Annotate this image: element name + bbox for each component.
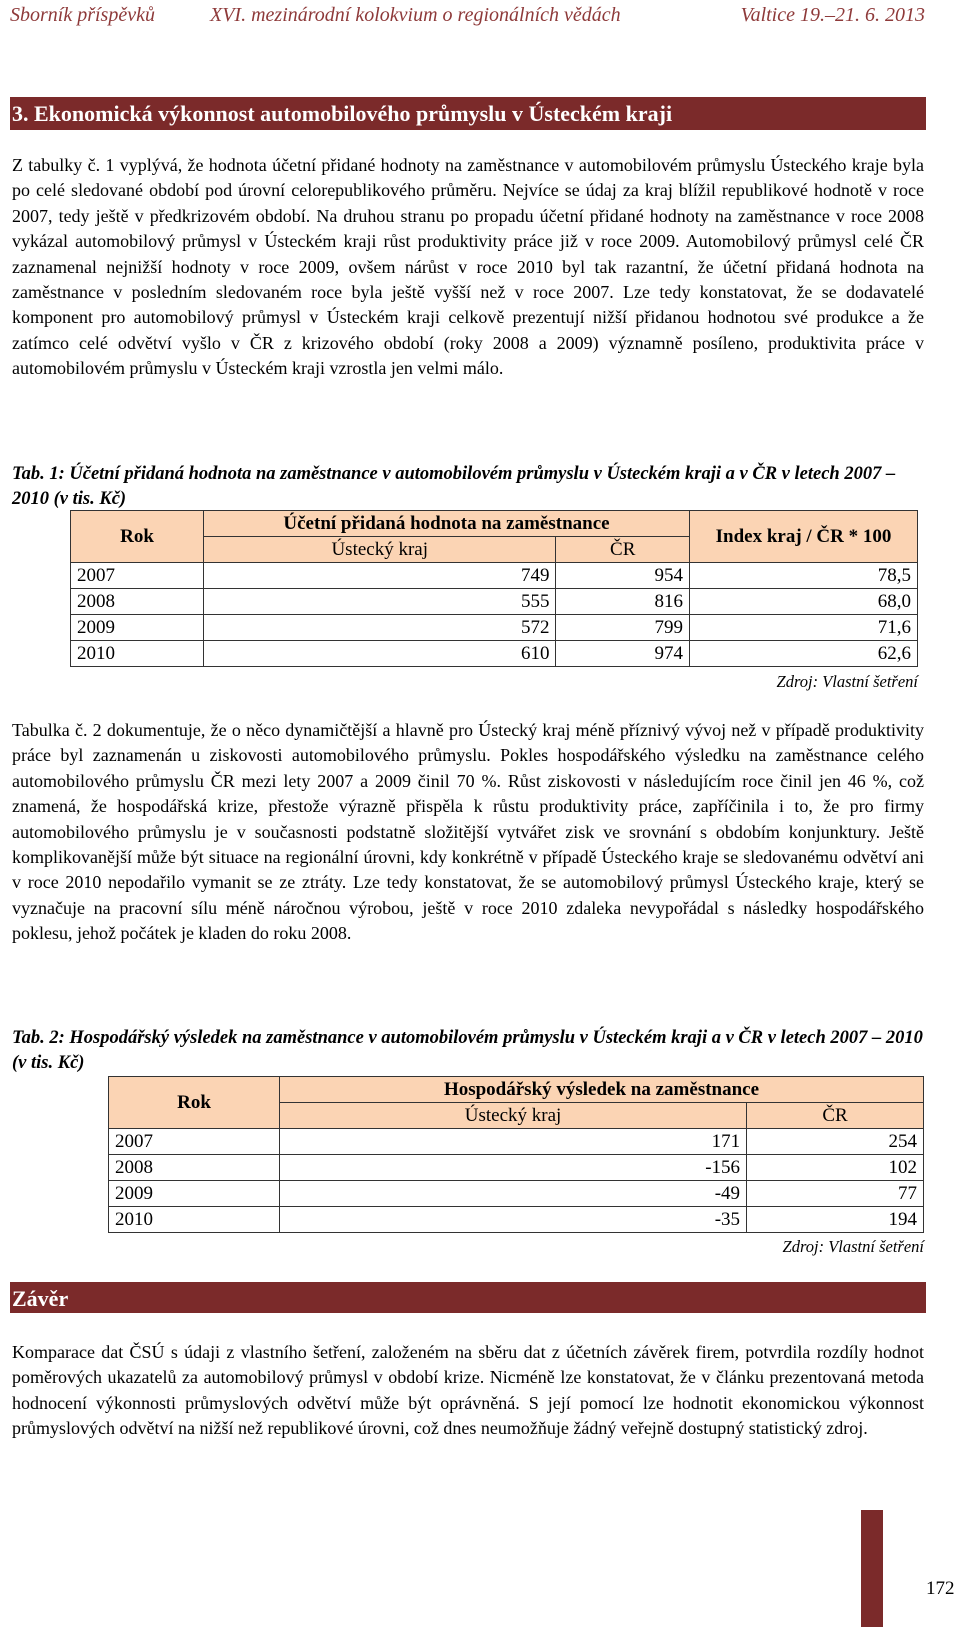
- cell-year: 2007: [109, 1129, 280, 1155]
- cell-cr: 799: [556, 615, 690, 641]
- cell-region: 610: [204, 641, 556, 667]
- col-header-cr: ČR: [556, 537, 690, 563]
- col-header-year: Rok: [109, 1077, 280, 1129]
- col-header-region: Ústecký kraj: [280, 1103, 747, 1129]
- cell-year: 2009: [71, 615, 204, 641]
- table-caption: Tab. 1: Účetní přidaná hodnota na zaměstnance v automobilovém průmyslu v Ústeckém kraji a v ČR v letech 2007 – 2010 (v tis. Kč): [12, 464, 896, 509]
- col-header-year: Rok: [71, 511, 204, 563]
- table-source-note: Zdroj: Vlastní šetření: [776, 672, 918, 691]
- table-row: [71, 589, 918, 615]
- table-row: [109, 1155, 924, 1181]
- cell-cr: 954: [556, 563, 690, 589]
- table-row: [109, 1207, 924, 1233]
- body-paragraph: Komparace dat ČSÚ s údaji z vlastního šetření, založeném na sběru dat z účetních závěrek firem, potvrdila rozdíly hodnot poměrových ukazatelů za automobilový průmysl v období krize. Nicméně lze konstatovat, že v článku prezentovaná metoda hodnocení výkonnosti průmyslových odvětví může být oprávněná. S její pomocí lze hodnotit ekonomickou výkonnost průmyslových odvětví na nižší než republikové úrovni, což dnes neumožňuje žádný veřejně dostupný statistický zdroj.: [12, 1342, 924, 1439]
- body-paragraph: Tabulka č. 2 dokumentuje, že o něco dynamičtější a hlavně pro Ústecký kraj méně příznivý vývoj než v případě produktivity práce byl zaznamenán u ziskovosti automobilového průmyslu. Pokles hospodářského výsledku na zaměstnance celého automobilového průmyslu ČR mezi lety 2007 a 2009 činil 70 %. Růst ziskovosti v následujícím roce činil jen 46 %, což znamená, že hospodářská krize, přestože výrazně přispěla k růstu produktivity práce, zapříčinila i to, že pro firmy automobilového průmyslu je v současnosti podstatně složitější vytvářet zisk ve srovnání s obdobím konjunktury. Ještě komplikovanější může být situace na regionální úrovni, kdy konkrétně v případě Ústeckého kraje se sledovanému odvětví ani v roce 2010 nepodařilo vymanit se ze ztráty. Lze tedy konstatovat, že se automobilový průmysl Ústeckého kraje, který se vyznačuje na pracovní sílu méně náročnou výrobou, ještě v roce 2010 zdaleka nevypořádal s následky hospodářského poklesu, jehož počátek je kladen do roku 2008.: [12, 720, 924, 944]
- running-header: [10, 4, 925, 30]
- cell-index: 71,6: [690, 615, 918, 641]
- conclusion-heading: Závěr: [10, 1282, 926, 1313]
- cell-cr: 254: [747, 1129, 924, 1155]
- cell-region: 749: [204, 563, 556, 589]
- cell-region: 572: [204, 615, 556, 641]
- header-center: XVI. mezinárodní kolokvium o regionálních vědách: [210, 4, 621, 26]
- cell-cr: 194: [747, 1207, 924, 1233]
- cell-index: 78,5: [690, 563, 918, 589]
- cell-index: 62,6: [690, 641, 918, 667]
- cell-region: 555: [204, 589, 556, 615]
- table-caption: Tab. 2: Hospodářský výsledek na zaměstnance v automobilovém průmyslu v Ústeckém kraji a v ČR v letech 2007 – 2010 (v tis. Kč): [12, 1028, 923, 1073]
- cell-index: 68,0: [690, 589, 918, 615]
- cell-cr: 102: [747, 1155, 924, 1181]
- table-row: [71, 641, 918, 667]
- table-row: [71, 563, 918, 589]
- table-2: [108, 1076, 924, 1233]
- page-number: 172: [926, 1578, 955, 1599]
- cell-cr: 816: [556, 589, 690, 615]
- cell-region: 171: [280, 1129, 747, 1155]
- cell-year: 2009: [109, 1181, 280, 1207]
- cell-cr: 974: [556, 641, 690, 667]
- col-header-index: Index kraj / ČR * 100: [690, 511, 918, 563]
- header-left: Sborník příspěvků: [10, 4, 155, 26]
- col-header-region: Ústecký kraj: [204, 537, 556, 563]
- cell-year: 2008: [71, 589, 204, 615]
- col-group-header: Účetní přidaná hodnota na zaměstnance: [204, 511, 690, 537]
- col-group-header: Hospodářský výsledek na zaměstnance: [280, 1077, 924, 1103]
- cell-region: -35: [280, 1207, 747, 1233]
- cell-region: -49: [280, 1181, 747, 1207]
- page-number-bar: [861, 1510, 883, 1627]
- table-row: [109, 1181, 924, 1207]
- cell-region: -156: [280, 1155, 747, 1181]
- table-row: [109, 1129, 924, 1155]
- body-paragraph: Z tabulky č. 1 vyplývá, že hodnota účetní přidané hodnoty na zaměstnance v automobilovém průmyslu Ústeckého kraje byla po celé sledované období pod úrovní celorepublikového průměru. Nejvíce se údaj za kraj blížil republikové hodnotě v roce 2007, tedy ještě v předkrizovém období. Na druhou stranu po propadu účetní přidané hodnoty na zaměstnance v roce 2008 vykázal automobilový průmysl v Ústeckém kraji růst produktivity práce již v roce 2009. Automobilový průmysl celé ČR zaznamenal nejnižší hodnoty v roce 2009, ovšem nárůst v roce 2010 byl tak razantní, že účetní přidaná hodnota na zaměstnance v posledním sledovaném roce byla ještě vyšší než v roce 2007. Lze tedy konstatovat, že se dodavatelé komponent pro automobilový průmysl v Ústeckém kraji celkově prezentují nižší přidanou hodnotou své produkce a že zatímco celé odvětví vyšlo v ČR z krizového období (roky 2008 a 2009) významně posíleno, produktivita práce v automobilovém průmyslu v Ústeckém kraji vzrostla jen velmi málo.: [12, 155, 924, 379]
- cell-cr: 77: [747, 1181, 924, 1207]
- table-1: [70, 510, 918, 667]
- section-heading: 3. Ekonomická výkonnost automobilového průmyslu v Ústeckém kraji: [10, 97, 926, 130]
- col-header-cr: ČR: [747, 1103, 924, 1129]
- table-row: [71, 615, 918, 641]
- header-right: Valtice 19.–21. 6. 2013: [740, 4, 925, 26]
- cell-year: 2007: [71, 563, 204, 589]
- cell-year: 2010: [109, 1207, 280, 1233]
- cell-year: 2010: [71, 641, 204, 667]
- cell-year: 2008: [109, 1155, 280, 1181]
- table-source-note: Zdroj: Vlastní šetření: [782, 1237, 924, 1256]
